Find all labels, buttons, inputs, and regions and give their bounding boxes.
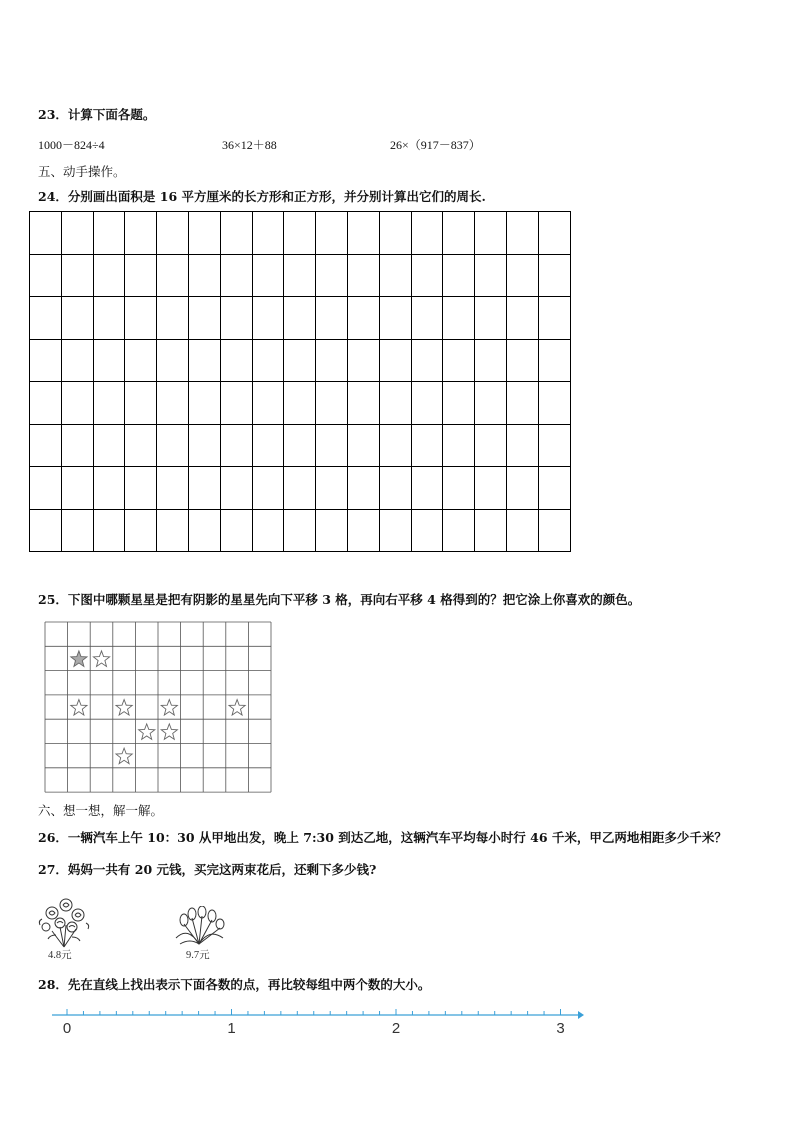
grid-cell[interactable] [379,254,411,297]
grid-cell[interactable] [93,382,125,425]
grid-cell[interactable] [475,212,507,255]
grid-cell[interactable] [538,424,570,467]
grid-cell[interactable] [30,509,62,552]
grid-cell[interactable] [475,339,507,382]
grid-cell[interactable] [93,509,125,552]
grid-cell[interactable] [506,254,538,297]
grid-cell[interactable] [379,467,411,510]
grid-cell[interactable] [347,212,379,255]
grid-cell[interactable] [157,509,189,552]
tulip-bouquet-icon [172,906,226,946]
grid-cell[interactable] [61,297,93,340]
grid-cell[interactable] [30,297,62,340]
grid-cell[interactable] [443,339,475,382]
grid-cell[interactable] [61,509,93,552]
section-6-heading: 六、想一想，解一解。 [38,803,164,818]
grid-cell[interactable] [220,254,252,297]
grid-row [30,509,571,552]
grid-cell[interactable] [316,297,348,340]
grid-cell[interactable] [411,254,443,297]
grid-cell[interactable] [61,424,93,467]
grid-cell[interactable] [252,339,284,382]
grid-cell[interactable] [188,424,220,467]
grid-cell[interactable] [506,424,538,467]
grid-cell[interactable] [538,297,570,340]
grid-cell[interactable] [157,212,189,255]
grid-cell[interactable] [188,297,220,340]
section-5-heading: 五、动手操作。 [38,164,126,179]
grid-cell[interactable] [252,382,284,425]
grid-cell[interactable] [252,509,284,552]
grid-cell[interactable] [125,509,157,552]
drawing-grid[interactable] [29,211,571,552]
grid-cell[interactable] [506,297,538,340]
grid-cell[interactable] [538,382,570,425]
grid-cell[interactable] [443,467,475,510]
grid-cell[interactable] [411,467,443,510]
question-24-title: 24．分别画出面积是 16 平方厘米的长方形和正方形，并分别计算出它们的周长. [38,189,486,204]
grid-cell[interactable] [443,509,475,552]
grid-cell[interactable] [188,467,220,510]
grid-cell[interactable] [220,509,252,552]
grid-cell[interactable] [61,212,93,255]
grid-cell[interactable] [347,467,379,510]
grid-cell[interactable] [347,254,379,297]
grid-cell[interactable] [538,339,570,382]
grid-cell[interactable] [411,382,443,425]
grid-cell[interactable] [252,467,284,510]
grid-cell[interactable] [125,424,157,467]
grid-cell[interactable] [220,297,252,340]
star-icon[interactable] [161,724,177,740]
grid-cell[interactable] [316,382,348,425]
grid-cell[interactable] [379,424,411,467]
grid-cell[interactable] [252,424,284,467]
expression-1: 1000－824÷4 [38,138,105,152]
grid-cell[interactable] [443,382,475,425]
grid-cell[interactable] [443,424,475,467]
grid-cell[interactable] [61,339,93,382]
grid-cell[interactable] [506,212,538,255]
grid-cell[interactable] [411,424,443,467]
question-28-title: 28．先在直线上找出表示下面各数的点，再比较每组中两个数的大小。 [38,977,431,992]
grid-cell[interactable] [61,382,93,425]
grid-cell[interactable] [538,467,570,510]
grid-cell[interactable] [506,339,538,382]
grid-cell[interactable] [379,212,411,255]
star-icon[interactable] [161,700,177,716]
grid-cell[interactable] [220,467,252,510]
grid-cell[interactable] [188,339,220,382]
grid-cell[interactable] [157,382,189,425]
grid-cell[interactable] [411,212,443,255]
grid-row [30,254,571,297]
grid-cell[interactable] [506,509,538,552]
grid-cell[interactable] [379,297,411,340]
grid-cell[interactable] [347,297,379,340]
grid-cell[interactable] [252,297,284,340]
grid-row [30,339,571,382]
grid-cell[interactable] [157,254,189,297]
grid-cell[interactable] [316,212,348,255]
grid-cell[interactable] [284,254,316,297]
grid-cell[interactable] [188,509,220,552]
grid-cell[interactable] [443,212,475,255]
expression-3: 26×（917－837） [390,138,481,152]
question-25-title: 25．下图中哪颗星星是把有阴影的星星先向下平移 3 格，再向右平移 4 格得到的？把它涂上你喜欢的颜色。 [38,592,641,607]
grid-cell[interactable] [284,339,316,382]
grid-cell[interactable] [284,467,316,510]
grid-cell[interactable] [30,382,62,425]
grid-cell[interactable] [61,254,93,297]
grid-cell[interactable] [475,382,507,425]
star-icon[interactable] [139,724,155,740]
grid-cell[interactable] [379,382,411,425]
grid-cell[interactable] [443,254,475,297]
grid-row [30,382,571,425]
grid-cell[interactable] [284,424,316,467]
grid-cell[interactable] [30,424,62,467]
tick-label: 1 [227,1020,236,1037]
grid-cell[interactable] [93,212,125,255]
grid-cell[interactable] [316,339,348,382]
grid-cell[interactable] [411,297,443,340]
number-line-arrow [578,1011,584,1019]
number-line[interactable] [50,1005,590,1041]
rose-bouquet-icon [36,893,94,949]
tick-label: 3 [556,1020,565,1037]
grid-cell[interactable] [157,467,189,510]
grid-cell[interactable] [538,254,570,297]
grid-cell[interactable] [379,509,411,552]
grid-cell[interactable] [411,509,443,552]
question-26-title: 26．一辆汽车上午 10：30 从甲地出发，晚上 7:30 到达乙地，这辆汽车平均每小时行 46 千米，甲乙两地相距多少千米？ [38,830,727,845]
grid-cell[interactable] [411,339,443,382]
grid-cell[interactable] [157,339,189,382]
grid-cell[interactable] [538,509,570,552]
grid-cell[interactable] [220,382,252,425]
grid-cell[interactable] [125,467,157,510]
grid-cell[interactable] [93,297,125,340]
question-23-title: 23．计算下面各题。 [38,107,156,122]
grid-cell[interactable] [30,212,62,255]
question-27-title: 27．妈妈一共有 20 元钱，买完这两束花后，还剩下多少钱? [38,862,377,877]
grid-cell[interactable] [443,297,475,340]
tick-label: 0 [62,1020,72,1037]
price-roses: 4.8元 [48,950,72,961]
star-grid[interactable] [44,621,272,793]
grid-row [30,424,571,467]
grid-cell[interactable] [220,212,252,255]
star-icon[interactable] [93,651,109,667]
grid-cell[interactable] [284,297,316,340]
shaded-star-icon[interactable] [71,651,87,667]
grid-cell[interactable] [125,254,157,297]
grid-cell[interactable] [30,467,62,510]
grid-cell[interactable] [125,212,157,255]
grid-cell[interactable] [316,254,348,297]
grid-row [30,467,571,510]
grid-cell[interactable] [220,424,252,467]
grid-row [30,297,571,340]
grid-cell[interactable] [284,212,316,255]
star-icon[interactable] [229,700,245,716]
star-icon[interactable] [116,748,132,764]
grid-cell[interactable] [475,297,507,340]
grid-cell[interactable] [252,254,284,297]
grid-cell[interactable] [347,382,379,425]
grid-cell[interactable] [347,339,379,382]
grid-row [30,212,571,255]
grid-cell[interactable] [506,382,538,425]
grid-cell[interactable] [30,254,62,297]
grid-cell[interactable] [125,339,157,382]
grid-cell[interactable] [316,467,348,510]
grid-cell[interactable] [475,467,507,510]
grid-cell[interactable] [506,467,538,510]
grid-cell[interactable] [284,509,316,552]
grid-cell[interactable] [125,297,157,340]
grid-cell[interactable] [538,212,570,255]
grid-cell[interactable] [347,509,379,552]
grid-cell[interactable] [475,254,507,297]
grid-cell[interactable] [93,424,125,467]
grid-cell[interactable] [475,424,507,467]
grid-cell[interactable] [125,382,157,425]
grid-cell[interactable] [93,339,125,382]
grid-cell[interactable] [188,382,220,425]
grid-cell[interactable] [188,254,220,297]
grid-cell[interactable] [316,509,348,552]
tick-label: 2 [391,1020,401,1037]
grid-cell[interactable] [316,424,348,467]
price-tulips: 9.7元 [186,950,210,961]
grid-cell[interactable] [188,212,220,255]
grid-cell[interactable] [157,424,189,467]
grid-cell[interactable] [252,212,284,255]
grid-cell[interactable] [284,382,316,425]
grid-cell[interactable] [347,424,379,467]
grid-cell[interactable] [220,339,252,382]
star-icon[interactable] [71,700,87,716]
grid-cell[interactable] [93,254,125,297]
grid-cell[interactable] [30,339,62,382]
expression-2: 36×12＋88 [222,138,277,152]
grid-cell[interactable] [475,509,507,552]
star-icon[interactable] [116,700,132,716]
grid-cell[interactable] [379,339,411,382]
grid-cell[interactable] [93,467,125,510]
grid-cell[interactable] [157,297,189,340]
grid-cell[interactable] [61,467,93,510]
